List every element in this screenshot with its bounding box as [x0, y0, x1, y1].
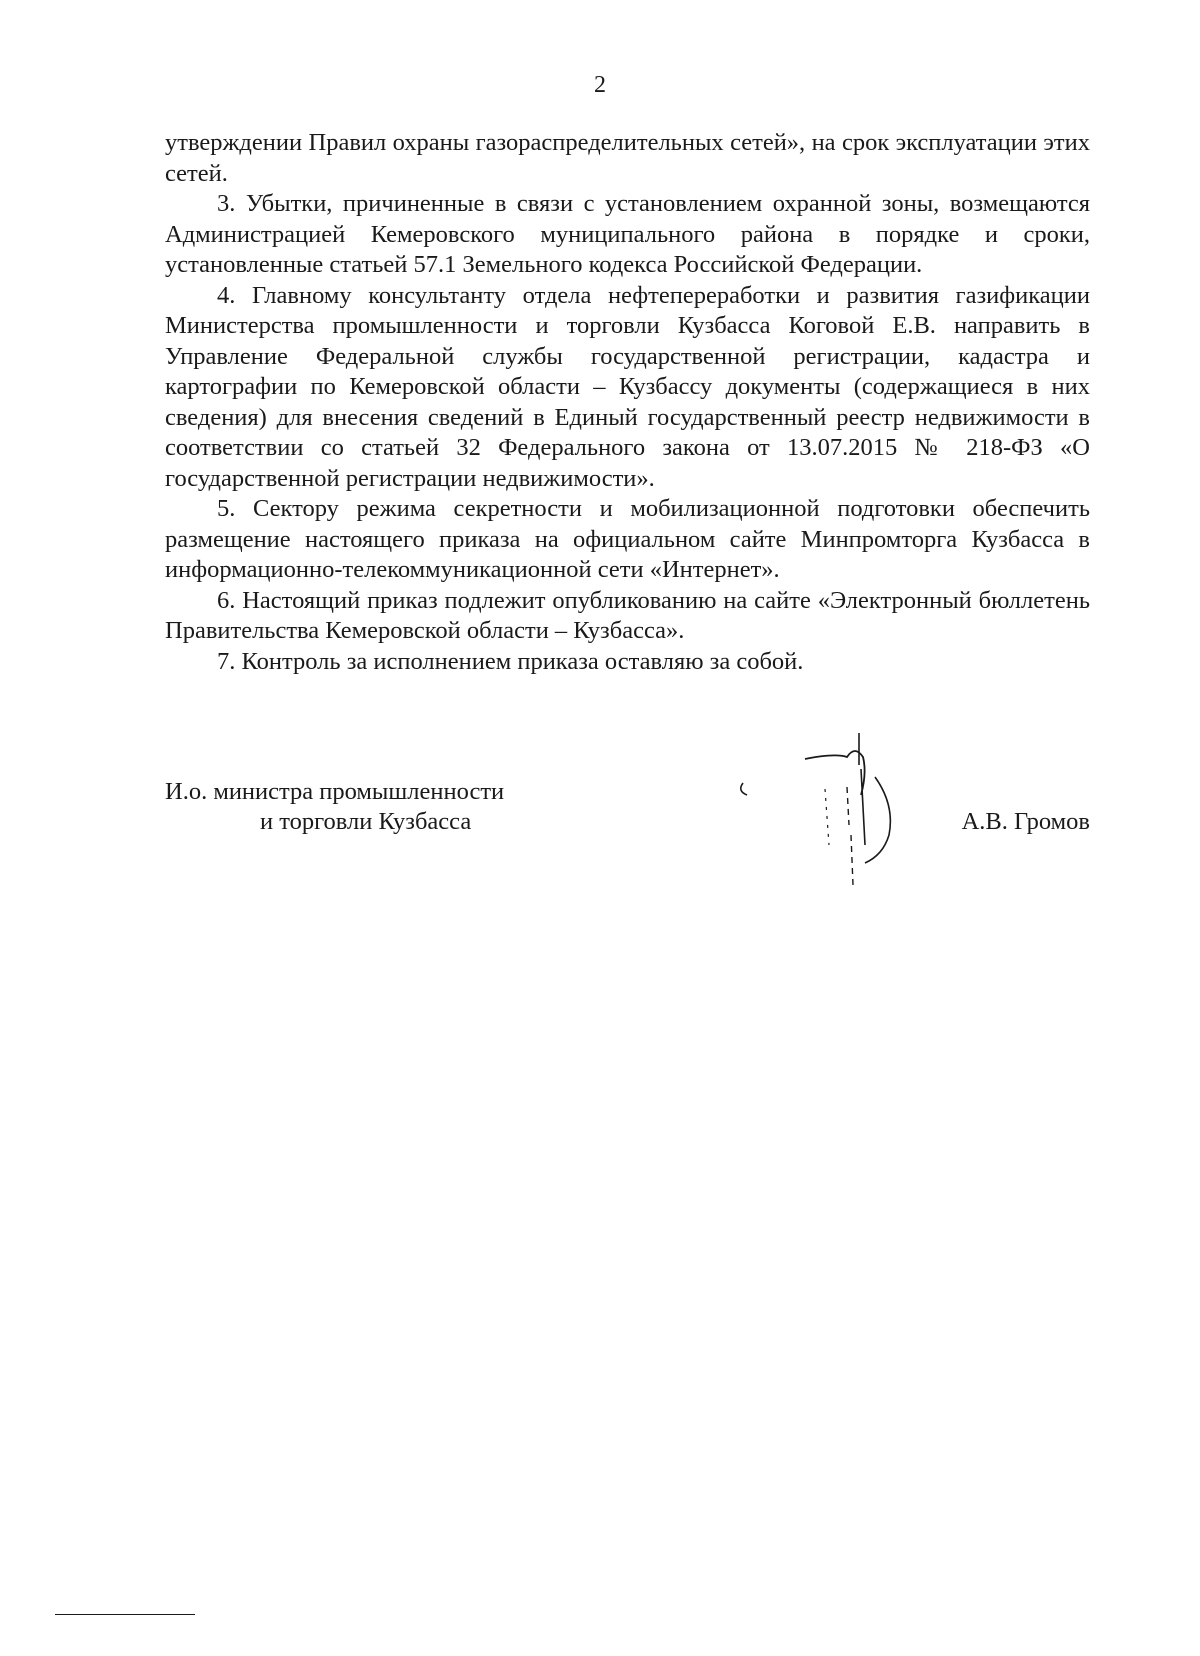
signatory-title-line1: И.о. министра промышленности — [165, 778, 505, 805]
paragraph-item-7: 7. Контроль за исполнением приказа оставляю за собой. — [217, 647, 804, 675]
signatory-title-line2: и торговли Кузбасса — [260, 808, 472, 835]
signatory-name: А.В. Громов — [961, 808, 1090, 835]
page-number: 2 — [594, 72, 606, 98]
paragraph-item-3: 3. Убытки, причиненные в связи с установлением охранной зоны, возмещаются Администрацией Кемеровского муниципального района в порядке и сроки, установленные статьей 57.1 Земельного кодекса Российской Федерации. — [165, 190, 1090, 278]
document-body — [165, 128, 1090, 677]
paragraph-continuation: утверждении Правил охраны газораспределительных сетей», на срок эксплуатации этих сетей. — [165, 129, 1090, 187]
paragraph-item-5: 5. Сектору режима секретности и мобилизационной подготовки обеспечить размещение настоящего приказа на официальном сайте Минпромторга Кузбасса в информационно-телекоммуникационной сети «Интернет». — [165, 495, 1090, 583]
paragraph-item-4: 4. Главному консультанту отдела нефтепереработки и развития газификации Министерства промышленности и торговли Кузбасса Коговой Е.В. направить в Управление Федеральной службы государственной регистрации, кадастра и картографии по Кемеровской области – Кузбассу документы (содержащиеся в них сведения) для внесения сведений в Единый государственный реестр недвижимости в соответствии со статьей 32 Федерального закона от 13.07.2015 № 218-ФЗ «О государственной регистрации недвижимости». — [165, 281, 1090, 492]
handwritten-signature — [725, 725, 925, 905]
footnote-rule — [55, 1614, 195, 1615]
paragraph-item-6: 6. Настоящий приказ подлежит опубликованию на сайте «Электронный бюллетень Правительства Кемеровской области – Кузбасса». — [165, 586, 1090, 644]
signature-block — [165, 765, 1090, 905]
